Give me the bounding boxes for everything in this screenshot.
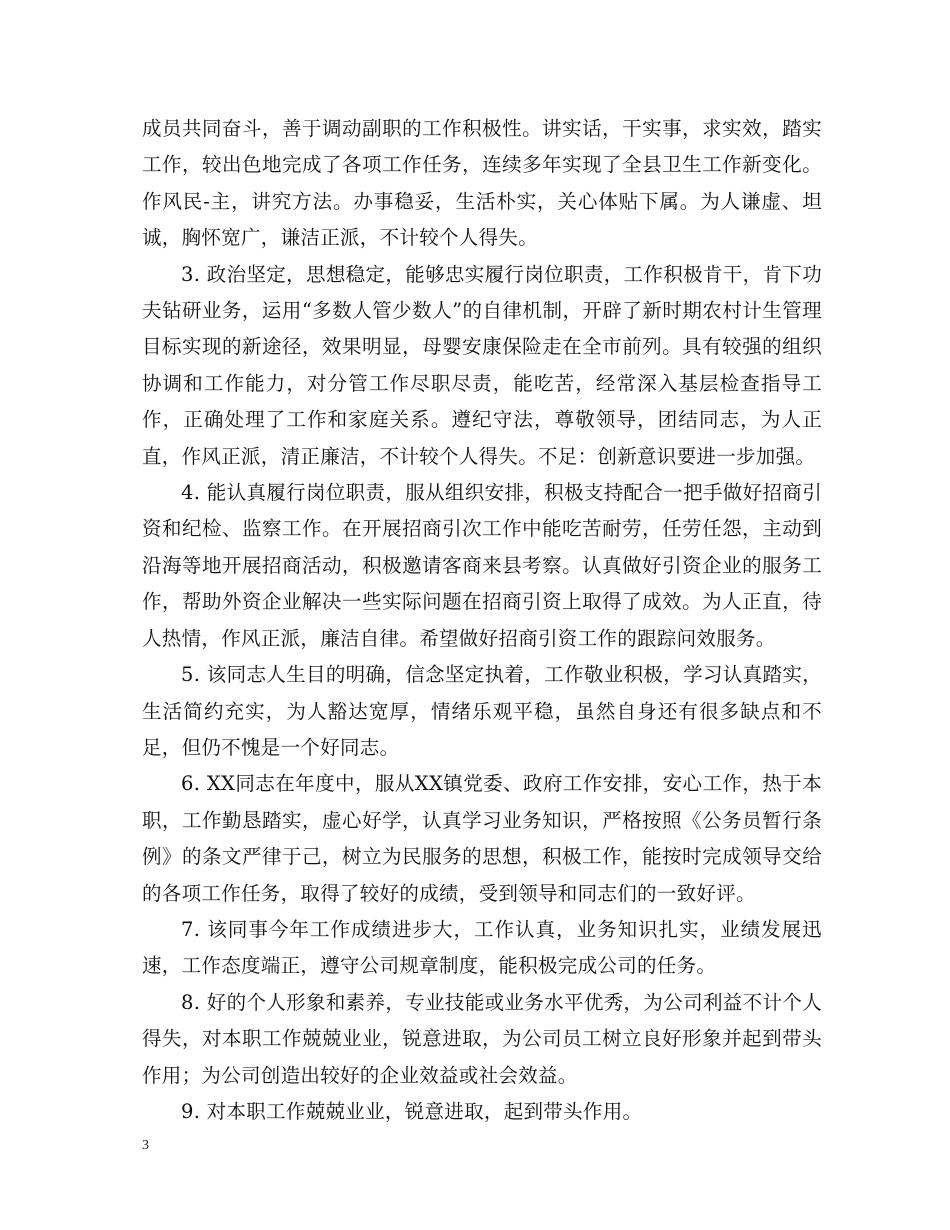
paragraph-item-3: 3. 政治坚定，思想稳定，能够忠实履行岗位职责，工作积极肯干，肯下功夫钻研业务，运用“多数人管少数人”的自律机制，开辟了新时期农村计生管理目标实现的新途径，效果明显，母婴安康保险走在全市前列。具有较强的组织协调和工作能力，对分管工作尽职尽责，能吃苦，经常深入基层检查指导工作，正确处理了工作和家庭关系。遵纪守法，尊敬领导，团结同志，为人正直，作风正派，清正廉洁，不计较个人得失。不足：创新意识要进一步加强。 [142,262,822,468]
page-number: 3 [142,1138,149,1153]
paragraph-item-5: 5. 该同志人生目的明确，信念坚定执着，工作敬业积极，学习认真踏实，生活简约充实，为人豁达宽厚，情绪乐观平稳，虽然自身还有很多缺点和不足，但仍不愧是一个好同志。 [142,663,822,759]
document-body [142,111,822,1130]
paragraph-item-4: 4. 能认真履行岗位职责，服从组织安排，积极支持配合一把手做好招商引资和纪检、监察工作。在开展招商引次工作中能吃苦耐劳，任劳任怨，主动到沿海等地开展招商活动，积极邀请客商来县考察。认真做好引资企业的服务工作，帮助外资企业解决一些实际问题在招商引资上取得了成效。为人正直，待人热情，作风正派，廉洁自律。希望做好招商引资工作的跟踪问效服务。 [142,481,822,650]
paragraph-continuation: 成员共同奋斗，善于调动副职的工作积极性。讲实话，干实事，求实效，踏实工作，较出色地完成了各项工作任务，连续多年实现了全县卫生工作新变化。作风民-主，讲究方法。办事稳妥，生活朴实，关心体贴下属。为人谦虚、坦诚，胸怀宽广，谦洁正派，不计较个人得失。 [142,117,822,250]
paragraph-item-8: 8. 好的个人形象和素养，专业技能或业务水平优秀，为公司利益不计个人得失，对本职工作兢兢业业，锐意进取，为公司员工树立良好形象并起到带头作用；为公司创造出较好的企业效益或社会效益。 [142,990,822,1087]
paragraph-item-6: 6. XX同志在年度中，服从XX镇党委、政府工作安排，安心工作，热于本职，工作勤恳踏实，虚心好学，认真学习业务知识，严格按照《公务员暂行条例》的条文严律于己，树立为民服务的思想，积极工作，能按时完成领导交给的各项工作任务，取得了较好的成绩，受到领导和同志们的一致好评。 [142,772,822,905]
paragraph-item-7: 7. 该同事今年工作成绩进步大，工作认真，业务知识扎实，业绩发展迅速，工作态度端正，遵守公司规章制度，能积极完成公司的任务。 [142,917,822,978]
paragraph-item-9: 9. 对本职工作兢兢业业，锐意进取，起到带头作用。 [181,1099,643,1123]
